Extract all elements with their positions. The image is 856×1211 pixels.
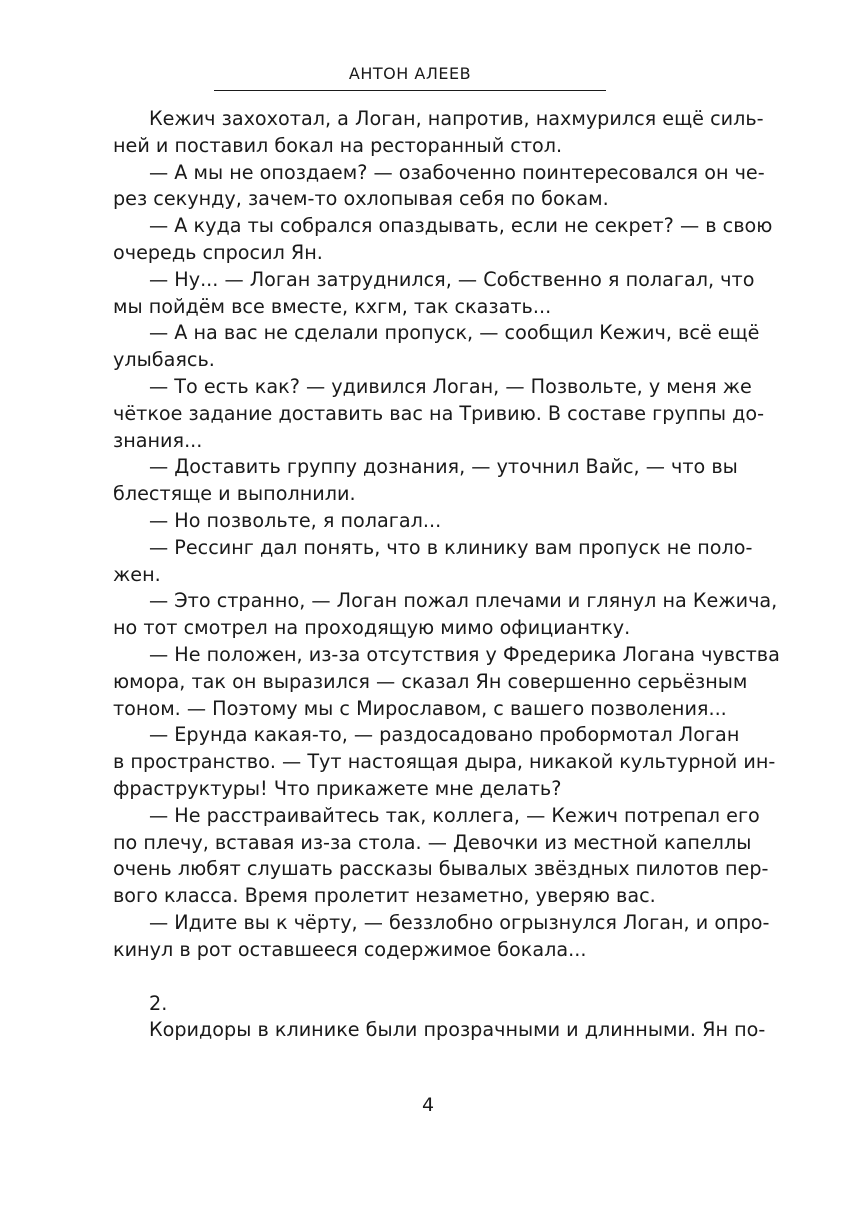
text-line: Коридоры в клинике были прозрачными и длинными. Ян по- (149, 1018, 766, 1042)
text-line: чёткое задание доставить вас на Тривию. В составе группы до- (113, 401, 765, 425)
text-line: ней и поставил бокал на ресторанный стол. (113, 133, 563, 157)
text-line: мы пойдём все вместе, кхгм, так сказать... (113, 294, 552, 318)
text-line: 2. (149, 991, 168, 1015)
text-line: — Это странно, — Логан пожал плечами и глянул на Кежича, (149, 589, 778, 613)
text-line: но тот смотрел на проходящую мимо официантку. (113, 616, 631, 640)
text-line: вого класса. Время пролетит незаметно, уверяю вас. (113, 884, 656, 908)
text-line: жен. (113, 562, 161, 586)
text-line: тоном. — Поэтому мы с Мирославом, с вашего позволения... (113, 696, 727, 720)
text-block-section-2 (113, 991, 766, 1045)
text-line: в пространство. — Тут настоящая дыра, никакой культурной ин- (113, 750, 776, 774)
text-line: улыбаясь. (113, 348, 215, 372)
text-line: — Не положен, из-за отсутствия у Фредерика Логана чувства (149, 642, 780, 666)
running-header: АНТОН АЛЕЕВ (348, 64, 472, 83)
text-line: — Доставить группу дознания, — уточнил Вайс, — что вы (149, 455, 738, 479)
text-line: очень любят слушать рассказы бывалых звёздных пилотов пер- (113, 857, 769, 881)
text-line: рез секунду, зачем-то охлопывая себя по бокам. (113, 187, 609, 211)
header-rule (214, 90, 606, 91)
text-line: кинул в рот оставшееся содержимое бокала... (113, 937, 587, 961)
text-line: — А куда ты собрался опаздывать, если не секрет? — в свою (149, 214, 773, 238)
text-block-dialogue (113, 106, 780, 964)
text-line: — Рессинг дал понять, что в клинику вам пропуск не поло- (149, 535, 753, 559)
page-number: 4 (421, 1094, 435, 1116)
text-line: — Ну... — Логан затруднился, — Собственно я полагал, что (149, 267, 755, 291)
page-body (113, 106, 780, 1044)
text-line: — Но позвольте, я полагал... (149, 508, 442, 532)
text-line: — Ерунда какая-то, — раздосадовано пробормотал Логан (149, 723, 740, 747)
text-line: по плечу, вставая из-за стола. — Девочки из местной капеллы (113, 830, 752, 854)
text-line: — А мы не опоздаем? — озабоченно поинтересовался он че- (149, 160, 765, 184)
text-line: — То есть как? — удивился Логан, — Позвольте, у меня же (149, 374, 752, 398)
text-line: Кежич захохотал, а Логан, напротив, нахмурился ещё силь- (149, 107, 764, 130)
text-line: — Идите вы к чёрту, — беззлобно огрызнулся Логан, и опро- (149, 910, 770, 934)
text-line: блестяще и выполнили. (113, 482, 356, 506)
section-gap (113, 964, 708, 991)
text-line: юмора, так он выразился — сказал Ян совершенно серьёзным (113, 669, 748, 693)
text-line: — А на вас не сделали пропуск, — сообщил Кежич, всё ещё (149, 321, 760, 345)
text-line: — Не расстраивайтесь так, коллега, — Кежич потрепал его (149, 803, 760, 827)
text-line: очередь спросил Ян. (113, 240, 323, 264)
text-line: знания... (113, 428, 203, 452)
text-line: фраструктуры! Что прикажете мне делать? (113, 776, 562, 800)
